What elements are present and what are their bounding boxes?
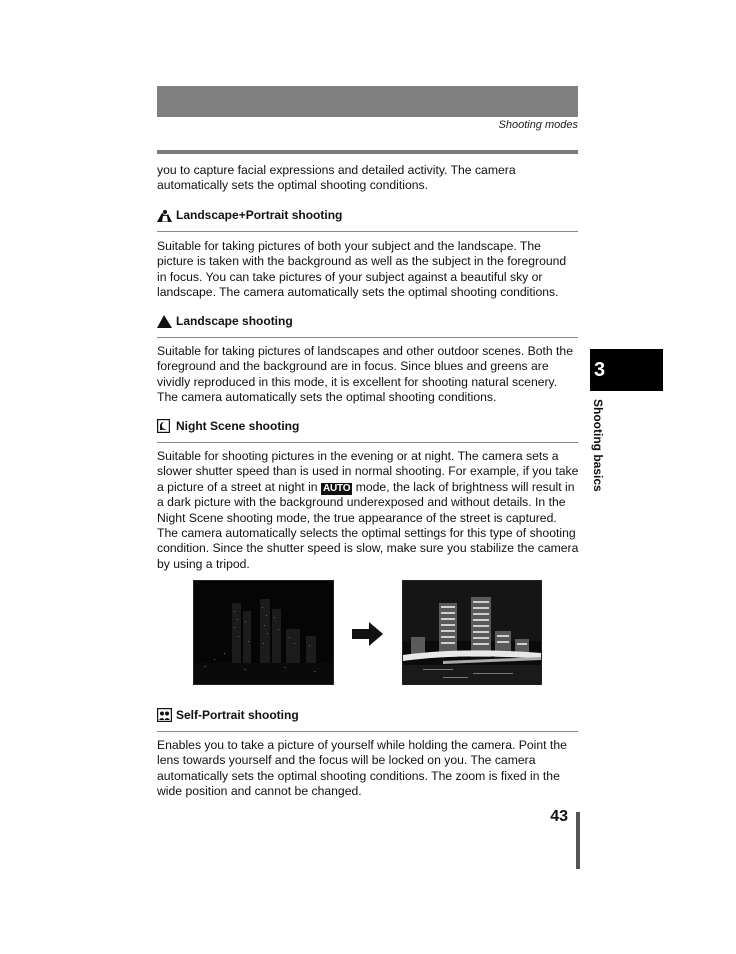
- night-photo-after: [402, 580, 542, 685]
- section-title: Self-Portrait shooting: [176, 708, 299, 722]
- landscape-portrait-heading: [157, 208, 578, 222]
- page-number: 43: [550, 808, 568, 825]
- night-scene-heading: [157, 419, 578, 433]
- night-scene-paragraph: [157, 449, 579, 572]
- paragraph-text: mode, the lack of brightness will result in a dark picture with the background underexposed and without details. In the Night Scene shooting mode, the true appearance of the street is captured. The camera automatically selects the optimal settings for this type of shooting condition. Since the shutter speed is slow, make sure you stabilize the camera by using a tripod.: [157, 479, 579, 571]
- arrow-right-icon: [352, 621, 384, 647]
- landscape-icon: [157, 314, 172, 328]
- section-title: Night Scene shooting: [176, 419, 300, 433]
- paragraph-text: Suitable for shooting pictures in the evening or at night. The camera sets a slower shutter speed than is used in normal shooting. For example, if you take a picture of a street at night in: [157, 449, 579, 494]
- landscape-portrait-paragraph: Suitable for taking pictures of both your subject and the landscape. The picture is taken with the background as well as the subject in the foreground in focus. You can take pictures of your subject against a beautiful sky or landscape. The camera automatically sets the optimal shooting conditions.: [157, 239, 567, 300]
- section-rule: [157, 337, 578, 338]
- auto-mode-icon: AUTO: [322, 482, 351, 494]
- night-photo-before: [193, 580, 334, 685]
- section-rule: [157, 231, 578, 232]
- intro-paragraph: you to capture facial expressions and detailed activity. The camera automatically sets the optimal shooting conditions.: [157, 163, 516, 193]
- top-rule: [157, 150, 578, 154]
- section-rule: [157, 731, 578, 732]
- self-portrait-heading: [157, 708, 578, 722]
- page-number-bar: [576, 812, 580, 869]
- landscape-heading: [157, 314, 578, 328]
- landscape-portrait-icon: [157, 208, 172, 222]
- section-rule: [157, 442, 578, 443]
- landscape-paragraph: Suitable for taking pictures of landscapes and other outdoor scenes. Both the foreground and the background are in focus. Since blues and greens are vividly reproduced in this mode, it is excellent for shooting natural scenery. The camera automatically sets the optimal shooting conditions.: [157, 344, 573, 405]
- self-portrait-icon: [157, 708, 172, 722]
- section-title: Landscape shooting: [176, 314, 293, 328]
- chapter-title: Shooting basics: [591, 399, 605, 492]
- self-portrait-paragraph: Enables you to take a picture of yourself while holding the camera. Point the lens towards yourself and the focus will be locked on you. The camera automatically sets the optimal shooting conditions. The zoom is fixed in the wide position and cannot be changed.: [157, 738, 567, 799]
- section-title: Landscape+Portrait shooting: [176, 208, 343, 222]
- chapter-number: 3: [594, 359, 606, 381]
- night-scene-icon: [157, 419, 172, 433]
- header-band: [157, 86, 578, 117]
- section-label: Shooting modes: [498, 119, 578, 131]
